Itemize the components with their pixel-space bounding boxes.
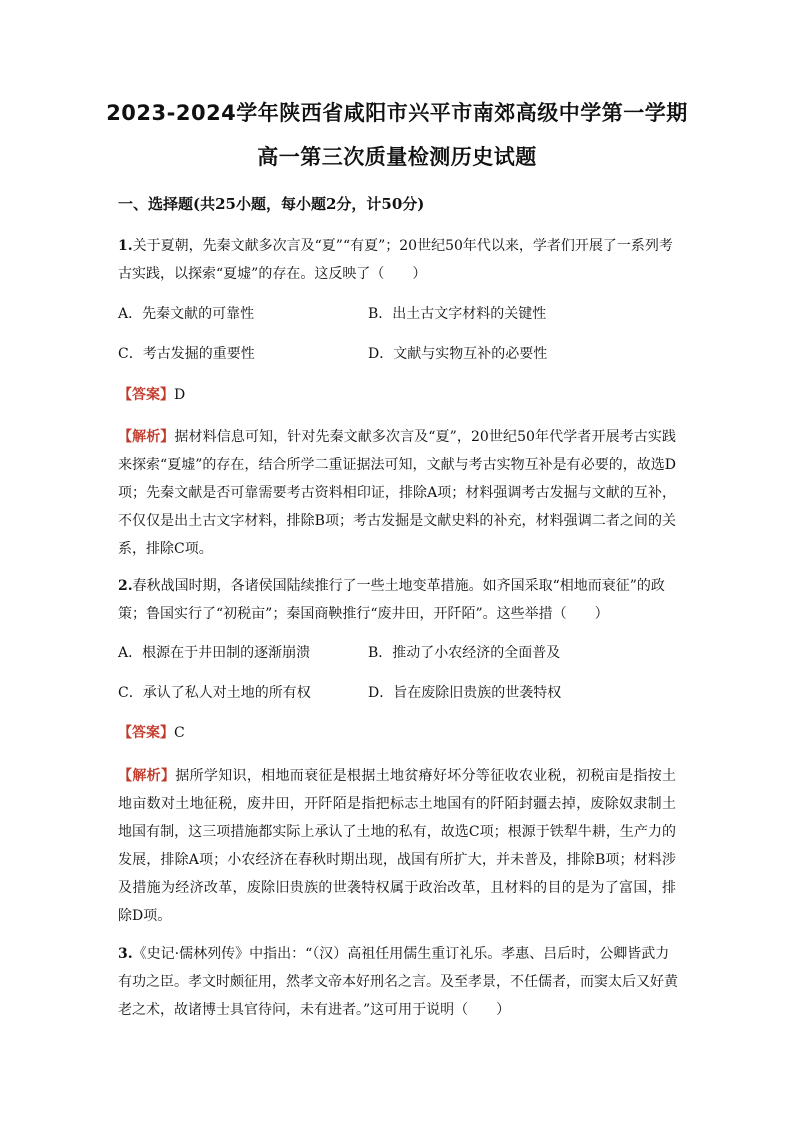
- question-2-option-a: A．根源在于井田制的逐渐崩溃: [118, 645, 311, 661]
- document-title-line2: 高一第三次质量检测历史试题: [257, 145, 537, 169]
- question-text: 《史记·儒林列传》中指出：“（汉）高祖任用儒生重订礼乐。孝惠、吕后时，公卿皆武力有功之臣。孝文时颇征用，然孝文帝本好刑名之言。及至孝景，不任儒者，而窦太后又好黄老之术，故诸博士具官待问，未有进者。”这可用于说明（ ）: [118, 946, 678, 1018]
- answer-value: C: [174, 725, 185, 741]
- analysis-tag: 【解析】: [118, 429, 175, 445]
- section-heading: 一、选择题(共25小题，每小题2分，计50分): [118, 195, 425, 213]
- question-text: 春秋战国时期，各诸侯国陆续推行了一些土地变革措施。如齐国采取“相地而衰征”的政策；鲁国实行了“初税亩”；秦国商鞅推行“废井田，开阡陌”。这些举措（ ）: [118, 578, 665, 622]
- question-1-option-c: C．考古发掘的重要性: [118, 346, 255, 362]
- question-number: 3.: [118, 946, 133, 962]
- question-2-analysis: [118, 762, 676, 930]
- question-number: 2.: [118, 578, 133, 594]
- analysis-tag: 【解析】: [118, 768, 176, 784]
- question-1-answer: [118, 385, 185, 405]
- question-2-option-c: C．承认了私人对土地的所有权: [118, 685, 311, 701]
- question-2-option-b: B．推动了小农经济的全面普及: [368, 645, 561, 661]
- question-1-stem: [118, 232, 678, 288]
- question-2-stem: [118, 572, 678, 628]
- answer-value: D: [174, 387, 186, 403]
- analysis-text: 据材料信息可知，针对先秦文献多次言及“夏”，20世纪50年代学者开展考古实践来探索“夏墟”的存在，结合所学二重证据法可知，文献与考古实物互补是有必要的，故选D项；先秦文献是否可靠需要考古资料相印证，排除A项；材料强调考古发掘与文献的互补，不仅仅是出土古文字材料，排除B项；考古发掘是文献史料的补充，材料强调二者之间的关系，排除C项。: [118, 429, 676, 557]
- question-2-answer: [118, 723, 185, 743]
- question-1-option-d: D．文献与实物互补的必要性: [368, 346, 548, 362]
- question-1-analysis: [118, 423, 676, 563]
- question-1-option-a: A．先秦文献的可靠性: [118, 306, 255, 322]
- question-1-option-b: B．出土古文字材料的关键性: [368, 306, 547, 322]
- question-2-option-d: D．旨在废除旧贵族的世袭特权: [368, 685, 562, 701]
- question-text: 关于夏朝，先秦文献多次言及“夏”“有夏”；20世纪50年代以来，学者们开展了一系列考古实践，以探索“夏墟”的存在。这反映了（ ）: [118, 238, 673, 282]
- question-3-stem: [118, 940, 678, 1024]
- document-title-line1: 2023-2024学年陕西省咸阳市兴平市南郊高级中学第一学期: [106, 101, 688, 125]
- answer-tag: 【答案】: [118, 725, 174, 741]
- question-number: 1.: [118, 238, 133, 254]
- answer-tag: 【答案】: [118, 387, 174, 403]
- analysis-text: 据所学知识，相地而衰征是根据土地贫瘠好坏分等征收农业税，初税亩是指按土地亩数对土地征税，废井田，开阡陌是指把标志土地国有的阡陌封疆去掉，废除奴隶制土地国有制，这三项措施都实际上承认了土地的私有，故选C项；根源于铁犁牛耕，生产力的发展，排除A项；小农经济在春秋时期出现，战国有所扩大，并未普及，排除B项；材料涉及措施为经济改革，废除旧贵族的世袭特权属于政治改革，且材料的目的是为了富国，排除D项。: [118, 768, 677, 924]
